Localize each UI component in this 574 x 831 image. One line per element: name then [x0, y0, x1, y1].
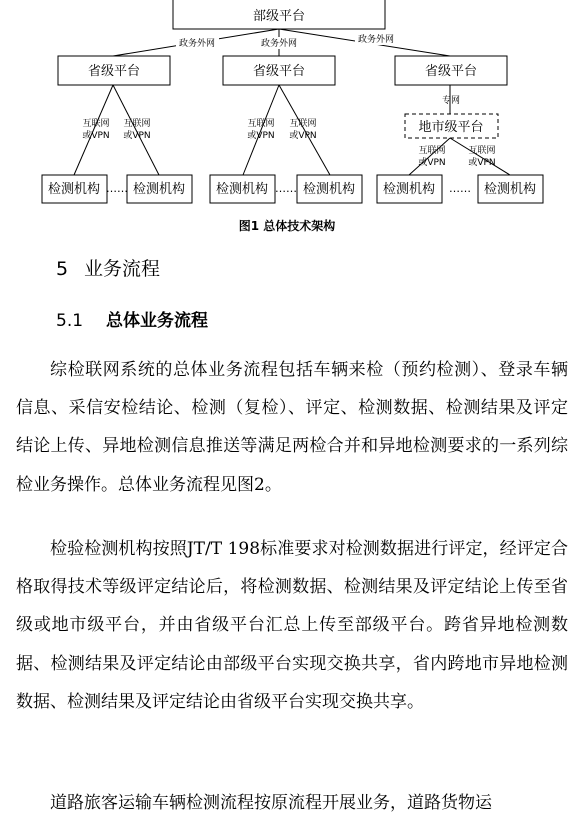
- agency-label-5: 检测机构: [382, 182, 436, 197]
- gov-net-label-3: 政务外网: [357, 35, 395, 45]
- vpn-label-4: 或VPN: [289, 131, 317, 141]
- ministry-platform-label: 部级平台: [252, 9, 306, 24]
- internet-label-3: 互联网: [247, 119, 275, 129]
- agency-label-4: 检测机构: [302, 182, 356, 197]
- section-number: 5: [56, 258, 69, 280]
- province-platform-label-2: 省级平台: [252, 64, 306, 79]
- province-platform-label-3: 省级平台: [424, 64, 478, 79]
- vpn-label-3: 或VPN: [247, 131, 275, 141]
- subsection-heading: [56, 306, 208, 331]
- internet-label-5: 互联网: [418, 146, 446, 156]
- subsection-title: 总体业务流程: [106, 311, 208, 331]
- section-heading: [56, 254, 160, 281]
- agency-label-6: 检测机构: [483, 182, 537, 197]
- architecture-diagram: [0, 0, 574, 215]
- ellipsis-2: ……: [275, 182, 297, 195]
- figure-caption: 图1 总体技术架构: [238, 219, 336, 233]
- city-platform-label: 地市级平台: [418, 120, 484, 135]
- internet-label-6: 互联网: [468, 146, 496, 156]
- paragraph-3: 道路旅客运输车辆检测流程按原流程开展业务，道路货物运: [50, 793, 492, 813]
- vpn-label-5: 或VPN: [418, 158, 446, 168]
- agency-label-2: 检测机构: [132, 182, 186, 197]
- internet-label-2: 互联网: [123, 119, 151, 129]
- ellipsis-3: ……: [449, 182, 471, 195]
- internet-label-4: 互联网: [289, 119, 317, 129]
- internet-label-1: 互联网: [82, 119, 110, 129]
- agency-label-3: 检测机构: [215, 182, 269, 197]
- agency-label-1: 检测机构: [47, 182, 101, 197]
- subsection-number: 5.1: [56, 311, 84, 331]
- section-title: 业务流程: [84, 258, 161, 280]
- dedicated-net-label: 专网: [441, 96, 461, 106]
- ellipsis-1: ……: [106, 182, 128, 195]
- paragraph-1: 综检联网系统的总体业务流程包括车辆来检（预约检测）、登录车辆信息、采信安检结论、检测（复检）、评定、检测数据、检测结果及评定结论上传、异地检测信息推送等满足两检合并和异地检测要求的一系列综检业务操作。总体业务流程见图2。: [16, 360, 568, 495]
- vpn-label-6: 或VPN: [468, 158, 496, 168]
- paragraph-2: 检验检测机构按照JT/T 198标准要求对检测数据进行评定，经评定合格取得技术等级评定结论后，将检测数据、检测结果及评定结论上传至省级或地市级平台，并由省级平台汇总上传至部级平台。跨省异地检测数据、检测结果及评定结论由部级平台实现交换共享，省内跨地市异地检测数据、检测结果及评定结论由省级平台实现交换共享。: [16, 539, 568, 712]
- vpn-label-2: 或VPN: [123, 131, 151, 141]
- province-platform-label-1: 省级平台: [87, 64, 141, 79]
- gov-net-label-1: 政务外网: [178, 39, 216, 49]
- gov-net-label-2: 政务外网: [260, 39, 298, 49]
- vpn-label-1: 或VPN: [82, 131, 110, 141]
